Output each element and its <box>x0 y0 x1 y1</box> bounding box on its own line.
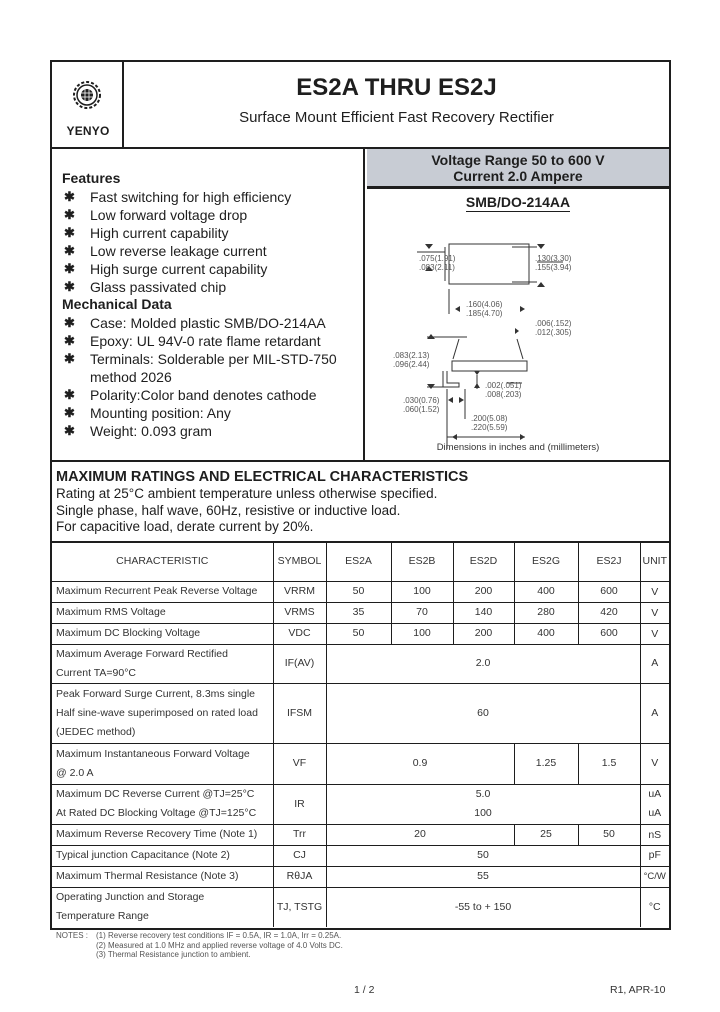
list-item: ✱ Epoxy: UL 94V-0 rate flame retardant <box>64 333 321 349</box>
list-item-continuation: method 2026 <box>90 369 172 385</box>
page-number: 1 / 2 <box>354 984 375 996</box>
table-row: Maximum RMS Voltage VRMS 35 70 140 280 420 V <box>52 602 669 623</box>
ratings-line: Rating at 25°C ambient temperature unless otherwise specified. <box>56 486 438 501</box>
list-item: ✱ Mounting position: Any <box>64 405 231 421</box>
table-row: Maximum DC Reverse Current @TJ=25°C At Rated DC Blocking Voltage @TJ=125°C IR 5.0 100 uA uA <box>52 784 669 824</box>
note-item: (3) Thermal Resistance junction to ambient. <box>96 950 251 959</box>
package-name: SMB/DO-214AA <box>465 194 571 210</box>
col-header: ES2B <box>391 543 453 581</box>
col-header: UNIT <box>640 543 669 581</box>
list-item: ✱ Low reverse leakage current <box>64 243 267 259</box>
dim-g: .030(0.76) .060(1.52) <box>403 396 440 414</box>
characteristics-table <box>52 543 669 927</box>
dim-h: .200(5.08) .220(5.59) <box>471 414 508 432</box>
page-title: ES2A THRU ES2J <box>296 74 497 101</box>
col-header: ES2D <box>453 543 514 581</box>
note-item: (1) Reverse recovery test conditions IF = 0.5A, IR = 1.0A, Irr = 0.25A. <box>96 931 342 940</box>
features-heading: Features <box>62 170 121 186</box>
asterisk-bullet-icon: ✱ <box>64 207 75 222</box>
list-item: ✱ Low forward voltage drop <box>64 207 248 223</box>
dim-d: .006(.152) .012(.305) <box>535 319 572 337</box>
spec-box <box>367 149 669 460</box>
dim-f: .002(.051) .008(.203) <box>485 381 522 399</box>
asterisk-bullet-icon: ✱ <box>64 279 75 294</box>
col-header: ES2J <box>578 543 640 581</box>
asterisk-bullet-icon: ✱ <box>64 405 75 420</box>
table-header-row <box>52 543 669 581</box>
list-item: ✱ Weight: 0.093 gram <box>64 423 212 439</box>
dim-a: .075(1.91) .083(2.11) <box>419 254 456 272</box>
table-row: Maximum Average Forward Rectified Current TA=90°C IF(AV) 2.0 A <box>52 644 669 683</box>
col-header: ES2G <box>514 543 578 581</box>
asterisk-bullet-icon: ✱ <box>64 387 75 402</box>
col-header: SYMBOL <box>273 543 326 581</box>
page-subtitle: Surface Mount Efficient Fast Recovery Rectifier <box>239 109 554 126</box>
header <box>52 62 669 149</box>
table-row: Maximum Thermal Resistance (Note 3) RθJA 55 °C/W <box>52 866 669 887</box>
list-item: ✱ Fast switching for high efficiency <box>64 189 292 205</box>
asterisk-bullet-icon: ✱ <box>64 423 75 438</box>
asterisk-bullet-icon: ✱ <box>64 261 75 276</box>
dim-b: .130(3.30) .155(3.94) <box>535 254 572 272</box>
list-item: ✱ High current capability <box>64 225 229 241</box>
dimension-note: Dimensions in inches and (millimeters) <box>436 442 600 453</box>
asterisk-bullet-icon: ✱ <box>64 243 75 258</box>
list-item: ✱ Polarity:Color band denotes cathode <box>64 387 317 403</box>
dim-e: .083(2.13) .096(2.44) <box>393 351 430 369</box>
list-item: ✱ Terminals: Solderable per MIL-STD-750 <box>64 351 337 367</box>
asterisk-bullet-icon: ✱ <box>64 225 75 240</box>
ratings-line: Single phase, half wave, 60Hz, resistive or inductive load. <box>56 502 401 518</box>
current-rating: Current 2.0 Ampere <box>453 168 583 184</box>
features-list <box>62 188 291 296</box>
table-row: Maximum Reverse Recovery Time (Note 1) Trr 20 25 50 nS <box>52 824 669 845</box>
table-row: Typical junction Capacitance (Note 2) CJ 50 pF <box>52 845 669 866</box>
asterisk-bullet-icon: ✱ <box>64 351 75 366</box>
asterisk-bullet-icon: ✱ <box>64 189 75 204</box>
features-section <box>52 149 365 460</box>
list-item: ✱ Case: Molded plastic SMB/DO-214AA <box>64 315 326 331</box>
revision-label: R1, APR-10 <box>610 984 666 996</box>
asterisk-bullet-icon: ✱ <box>64 315 75 330</box>
sunflower-globe-icon <box>70 78 104 112</box>
mechanical-list <box>62 314 337 440</box>
table-row: Maximum DC Blocking Voltage VDC 50 100 200 400 600 V <box>52 623 669 644</box>
ratings-line: For capacitive load, derate current by 20%. <box>56 519 314 534</box>
notes <box>56 931 343 960</box>
dim-c: .160(4.06) .185(4.70) <box>466 300 503 318</box>
table-row: Maximum Instantaneous Forward Voltage @ 2.0 A VF 0.9 1.25 1.5 V <box>52 743 669 784</box>
ratings-heading: MAXIMUM RATINGS AND ELECTRICAL CHARACTERISTICS <box>56 469 469 485</box>
table-row: Maximum Recurrent Peak Reverse Voltage VRRM 50 100 200 400 600 V <box>52 581 669 602</box>
voltage-range: Voltage Range 50 to 600 V <box>431 152 605 168</box>
brand-name: YENYO <box>66 124 110 138</box>
list-item: ✱ High surge current capability <box>64 261 268 277</box>
note-item: (2) Measured at 1.0 MHz and applied reverse voltage of 4.0 Volts DC. <box>96 940 343 950</box>
notes-label: NOTES : <box>56 931 89 940</box>
asterisk-bullet-icon: ✱ <box>64 333 75 348</box>
mechanical-heading: Mechanical Data <box>62 296 172 312</box>
col-header: CHARACTERISTIC <box>52 543 273 581</box>
col-header: ES2A <box>326 543 391 581</box>
ratings-section <box>52 460 669 543</box>
logo-cell <box>52 62 124 147</box>
datasheet-frame <box>50 60 671 930</box>
table-row: Operating Junction and Storage Temperature Range TJ, TSTG -55 to + 150 °C <box>52 887 669 927</box>
table-row: Peak Forward Surge Current, 8.3ms single Half sine-wave superimposed on rated load (JEDEC method) IFSM 60 A <box>52 683 669 743</box>
list-item: ✱ Glass passivated chip <box>64 279 227 295</box>
